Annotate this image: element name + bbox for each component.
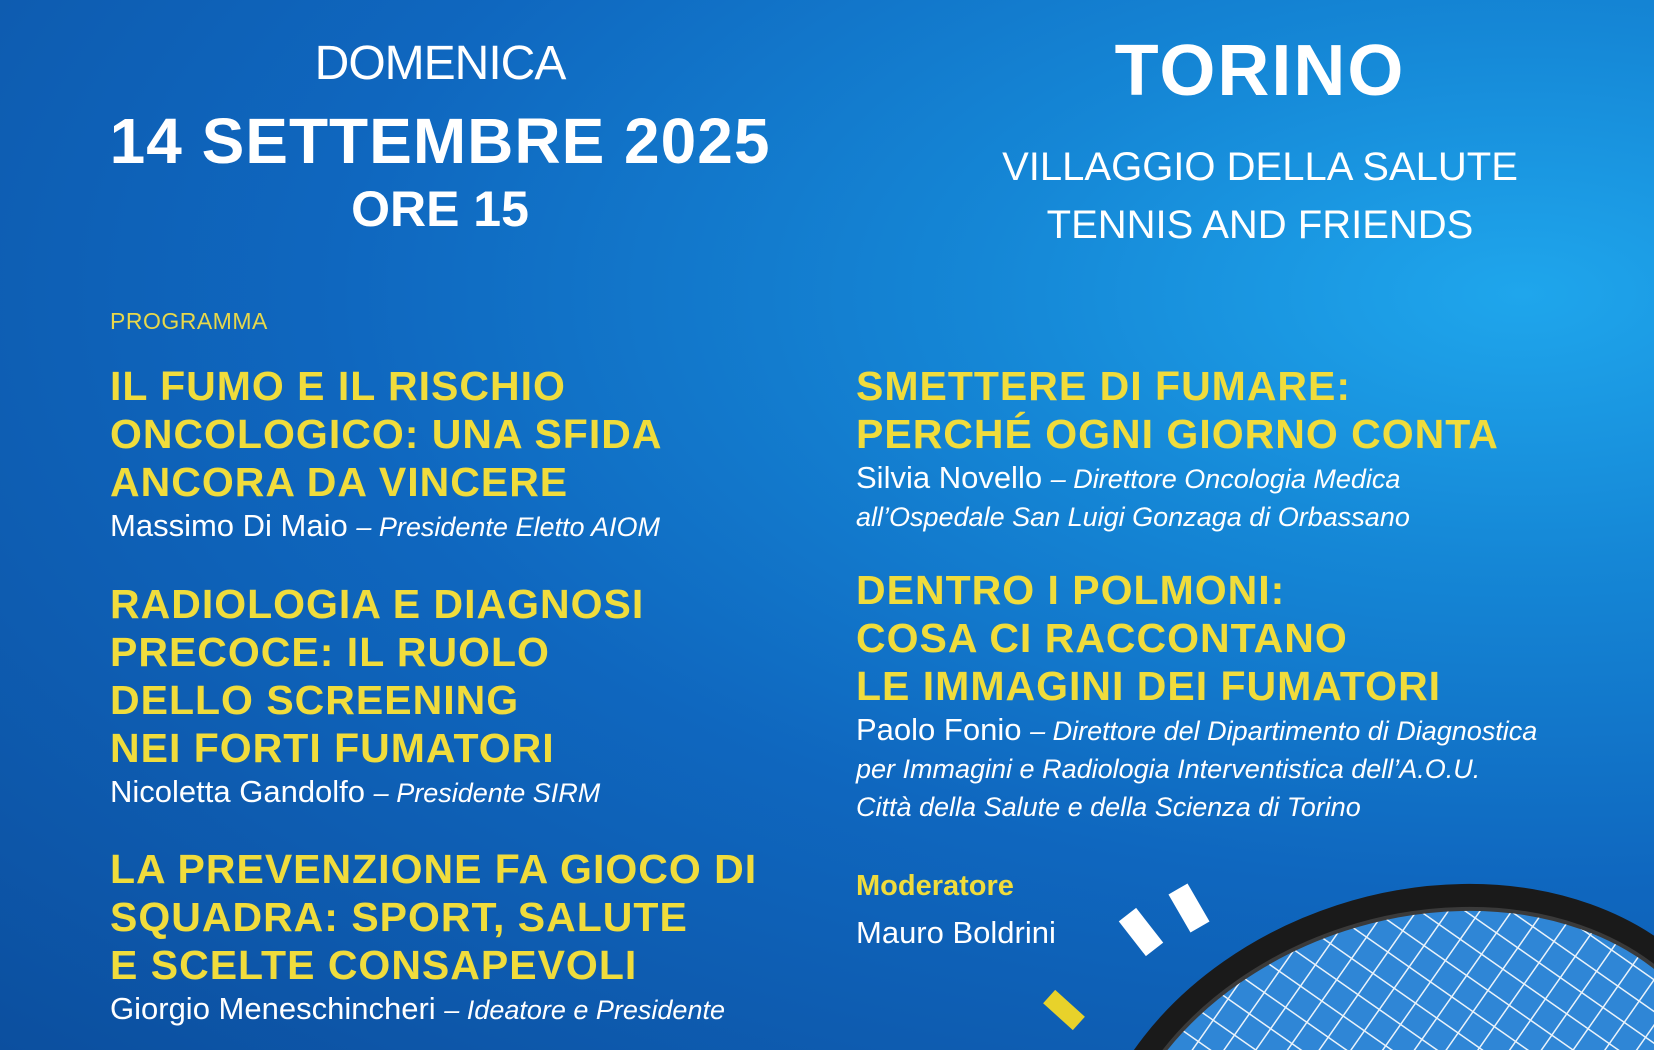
talk-title-line: DENTRO I POLMONI: xyxy=(856,567,1286,613)
tennis-racket-icon xyxy=(1000,870,1654,1050)
speaker-role: – Presidente Eletto AIOM xyxy=(356,512,660,542)
speaker-name: Massimo Di Maio xyxy=(110,508,348,543)
event-city: TORINO xyxy=(1114,31,1406,111)
talk-title-line: DELLO SCREENING xyxy=(110,677,520,723)
talk-title xyxy=(110,845,757,989)
talk-title-line: LE IMMAGINI DEI FUMATORI xyxy=(856,663,1442,709)
talk-item xyxy=(110,580,644,811)
talk-speaker xyxy=(110,991,757,1028)
speaker-role: – Direttore del Dipartimento di Diagnostica xyxy=(1030,716,1538,746)
talk-title-line: PERCHÉ OGNI GIORNO CONTA xyxy=(856,411,1499,457)
talk-item xyxy=(856,362,1499,535)
venue-line: VILLAGGIO DELLA SALUTE xyxy=(1002,145,1518,189)
talk-title xyxy=(110,580,644,772)
talk-title-line: LA PREVENZIONE FA GIOCO DI xyxy=(110,846,758,892)
talk-title-line: PRECOCE: IL RUOLO xyxy=(110,629,550,675)
talk-title-line: COSA CI RACCONTANO xyxy=(856,615,1348,661)
talk-item xyxy=(110,845,757,1028)
talk-title xyxy=(856,362,1499,458)
talk-title-line: ANCORA DA VINCERE xyxy=(110,459,569,505)
speaker-name: Silvia Novello xyxy=(856,460,1043,495)
talk-speaker xyxy=(856,712,1537,749)
talk-title-line: SMETTERE DI FUMARE: xyxy=(856,363,1352,409)
talk-title-line: IL FUMO E IL RISCHIO xyxy=(110,363,566,409)
talk-speaker xyxy=(110,508,662,545)
talk-speaker xyxy=(856,460,1499,497)
talk-speaker xyxy=(110,774,644,811)
event-time: ORE 15 xyxy=(351,181,529,237)
speaker-name: Giorgio Meneschincheri xyxy=(110,991,436,1026)
speaker-role-line: per Immagini e Radiologia Interventistica dell’A.O.U. xyxy=(856,754,1481,784)
speaker-role-line: Città della Salute e della Scienza di Torino xyxy=(856,792,1361,822)
speaker-role-line: all’Ospedale San Luigi Gonzaga di Orbassano xyxy=(856,502,1410,532)
talk-title xyxy=(110,362,662,506)
talk-title-line: SQUADRA: SPORT, SALUTE xyxy=(110,894,688,940)
event-venue xyxy=(960,138,1560,254)
speaker-role: – Presidente SIRM xyxy=(373,778,601,808)
talk-title-line: NEI FORTI FUMATORI xyxy=(110,725,555,771)
event-day: DOMENICA xyxy=(314,37,566,90)
talk-title xyxy=(856,566,1537,710)
talk-item xyxy=(856,566,1537,825)
talk-item xyxy=(110,362,662,545)
talk-title-line: E SCELTE CONSAPEVOLI xyxy=(110,942,638,988)
talk-title-line: ONCOLOGICO: UNA SFIDA xyxy=(110,411,663,457)
talk-title-line: RADIOLOGIA E DIAGNOSI xyxy=(110,581,645,627)
moderator-label: Moderatore xyxy=(856,870,1014,902)
event-date: 14 SETTEMBRE 2025 xyxy=(109,105,771,177)
moderator-name: Mauro Boldrini xyxy=(856,915,1056,950)
speaker-name: Nicoletta Gandolfo xyxy=(110,774,366,809)
speaker-name: Paolo Fonio xyxy=(856,712,1022,747)
venue-line: TENNIS AND FRIENDS xyxy=(1046,203,1474,247)
speaker-role: – Ideatore e Presidente xyxy=(444,995,725,1025)
speaker-role: – Direttore Oncologia Medica xyxy=(1050,464,1401,494)
program-label: PROGRAMMA xyxy=(110,308,268,334)
